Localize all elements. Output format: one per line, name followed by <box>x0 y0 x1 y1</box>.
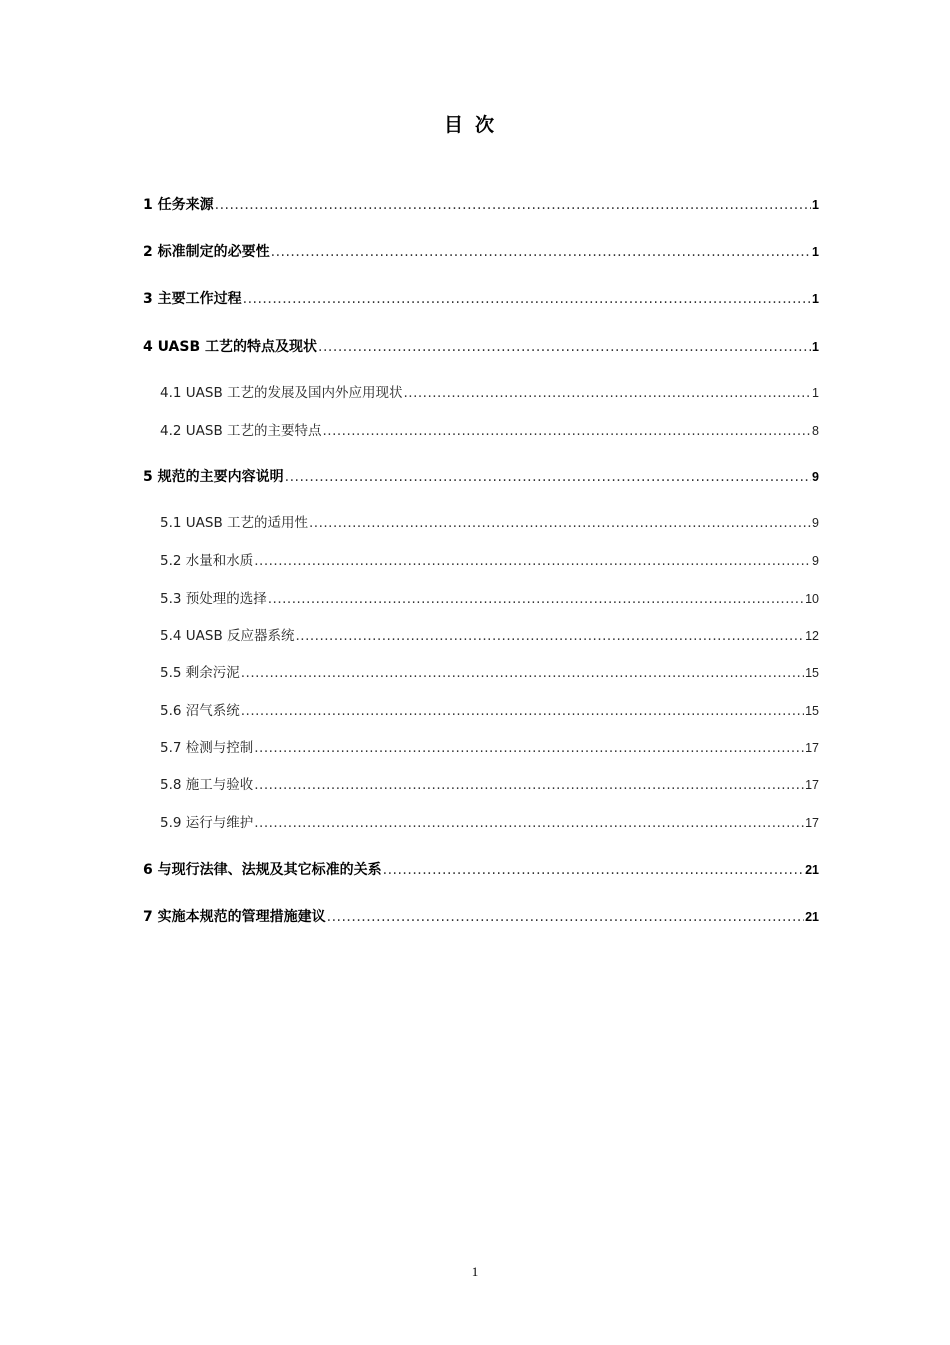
toc-entry-page: 8 <box>812 424 819 438</box>
toc-leader-dots <box>215 196 811 214</box>
toc-leader-dots <box>254 776 804 794</box>
toc-entry-label: 2 标准制定的必要性 <box>143 244 270 260</box>
toc-leader-dots <box>285 468 811 486</box>
toc-entry-page: 17 <box>805 816 819 830</box>
toc-entry[interactable] <box>143 908 819 926</box>
toc-entry[interactable] <box>143 196 819 214</box>
toc-leader-dots <box>243 290 811 308</box>
toc-leader-dots <box>254 739 804 757</box>
toc-entry-label: 5 规范的主要内容说明 <box>143 469 284 485</box>
toc-entry-label: 5.1 UASB 工艺的适用性 <box>160 515 308 531</box>
toc-entry-label: 5.6 沼气系统 <box>160 703 240 719</box>
toc-entry-page: 17 <box>805 778 819 792</box>
toc-entry-label: 5.8 施工与验收 <box>160 777 254 793</box>
toc-entry[interactable] <box>143 290 819 308</box>
toc-leader-dots <box>241 702 804 720</box>
toc-entry[interactable] <box>143 814 819 832</box>
toc-entry[interactable] <box>143 861 819 879</box>
toc-entry-label: 5.2 水量和水质 <box>160 553 254 569</box>
toc-entry-label: 4.1 UASB 工艺的发展及国内外应用现状 <box>160 385 403 401</box>
toc-leader-dots <box>254 814 804 832</box>
toc-entry-page: 15 <box>805 666 819 680</box>
toc-entry-page: 15 <box>805 704 819 718</box>
toc-entry-label: 1 任务来源 <box>143 197 214 213</box>
toc-leader-dots <box>268 590 804 608</box>
page-title: 目次 <box>443 114 506 136</box>
toc-entry-label: 5.9 运行与维护 <box>160 815 254 831</box>
toc-leader-dots <box>404 384 812 402</box>
toc-entry-label: 5.3 预处理的选择 <box>160 591 267 607</box>
toc-entry-label: 5.4 UASB 反应器系统 <box>160 628 295 644</box>
toc-entry-label: 5.5 剩余污泥 <box>160 665 240 681</box>
toc-entry-page: 9 <box>812 516 819 530</box>
toc-entry[interactable] <box>143 243 819 261</box>
toc-entry-page: 21 <box>805 910 819 924</box>
toc-entry[interactable] <box>143 627 819 645</box>
toc-entry[interactable] <box>143 776 819 794</box>
toc-entry-label: 5.7 检测与控制 <box>160 740 254 756</box>
toc-entry-label: 4 UASB 工艺的特点及现状 <box>143 339 318 355</box>
toc-entry[interactable] <box>143 739 819 757</box>
toc-entry-page: 1 <box>812 245 819 259</box>
toc-leader-dots <box>296 627 805 645</box>
toc-entry[interactable] <box>143 422 819 440</box>
toc-entry[interactable] <box>143 468 819 486</box>
toc-entry-label: 6 与现行法律、法规及其它标准的关系 <box>143 862 382 878</box>
toc-leader-dots <box>323 422 812 440</box>
toc-leader-dots <box>254 552 811 570</box>
toc-leader-dots <box>309 514 811 532</box>
toc-entry-page: 1 <box>812 292 819 306</box>
toc-entry-page: 12 <box>805 629 819 643</box>
toc-entry[interactable] <box>143 702 819 720</box>
toc-entry-page: 10 <box>805 592 819 606</box>
toc-entry[interactable] <box>143 590 819 608</box>
toc-leader-dots <box>241 664 804 682</box>
toc-entry[interactable] <box>143 514 819 532</box>
toc-entry-page: 1 <box>812 386 819 400</box>
toc-entry-page: 21 <box>805 863 819 877</box>
page-number: 1 <box>471 1264 479 1279</box>
toc-entry-label: 3 主要工作过程 <box>143 291 242 307</box>
toc-leader-dots <box>271 243 811 261</box>
toc-leader-dots <box>383 861 804 879</box>
toc-entry[interactable] <box>143 338 819 356</box>
toc-entry-page: 9 <box>812 554 819 568</box>
toc-entry[interactable] <box>143 384 819 402</box>
toc-leader-dots <box>318 338 811 356</box>
toc-entry[interactable] <box>143 552 819 570</box>
toc-entry-page: 1 <box>812 198 819 212</box>
toc-entry-page: 17 <box>805 741 819 755</box>
toc-entry[interactable] <box>143 664 819 682</box>
toc-leader-dots <box>327 908 804 926</box>
toc-entry-page: 1 <box>812 340 819 354</box>
toc-entry-label: 7 实施本规范的管理措施建议 <box>143 909 326 925</box>
toc-entry-label: 4.2 UASB 工艺的主要特点 <box>160 423 322 439</box>
toc-entry-page: 9 <box>812 470 819 484</box>
